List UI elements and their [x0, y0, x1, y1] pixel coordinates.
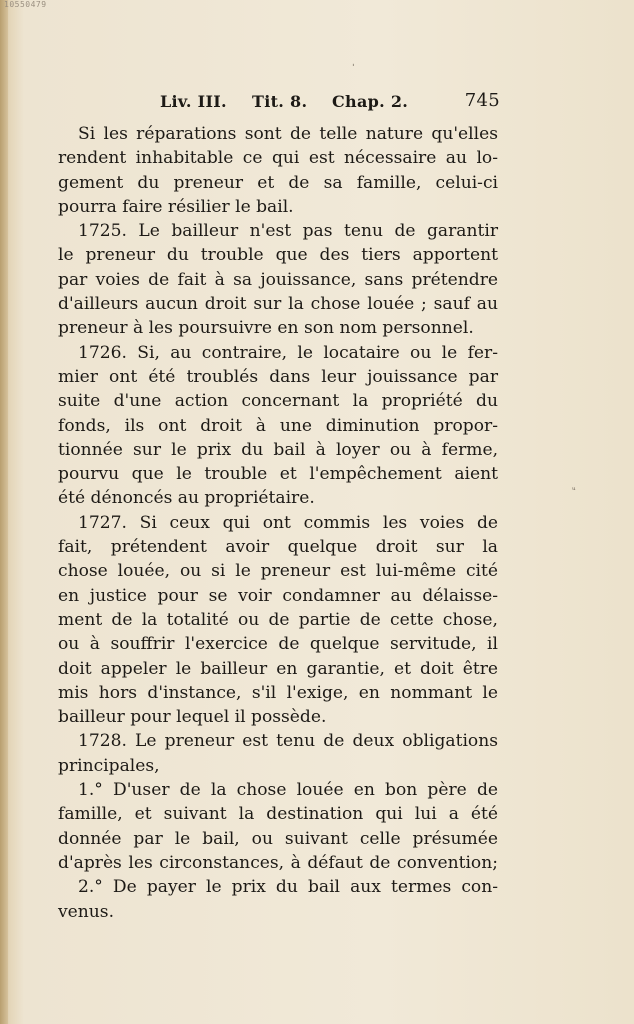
text-line: 1726. Si, au contraire, le locataire ou le fer- — [78, 342, 498, 363]
text-line: fonds, ils ont droit à une diminution propor- — [58, 415, 498, 436]
text-line: donnée par le bail, ou suivant celle présumée — [58, 828, 498, 849]
text-line: 2.° De payer le prix du bail aux termes con- — [78, 877, 498, 898]
speck-mark: ˈ — [352, 64, 355, 74]
speck-mark: ᵘ — [572, 486, 576, 496]
text-line: principales, — [58, 755, 160, 776]
text-line: mis hors d'instance, s'il l'exige, en nommant le — [58, 682, 498, 703]
text-line: ment de la totalité ou de partie de cette chose, — [58, 609, 498, 630]
text-line: bailleur pour lequel il possède. — [58, 707, 327, 728]
text-line: par voies de fait à sa jouissance, sans prétendre — [58, 269, 498, 290]
text-line: ou à souffrir l'exercice de quelque servitude, il — [58, 634, 498, 655]
text-line: preneur à les poursuivre en son nom personnel. — [58, 318, 474, 339]
text-line: tionnée sur le prix du bail à loyer ou à ferme, — [58, 439, 498, 460]
text-line: doit appeler le bailleur en garantie, et doit être — [58, 658, 498, 679]
page-number: 745 — [464, 90, 500, 111]
text-line: famille, et suivant la destination qui lui a été — [58, 804, 498, 825]
running-header — [160, 92, 500, 116]
text-line: d'après les circonstances, à défaut de convention; — [58, 852, 498, 873]
text-line: Si les réparations sont de telle nature qu'elles — [78, 124, 498, 144]
header-livre: Liv. III. — [160, 92, 227, 111]
text-line: été dénoncés au propriétaire. — [58, 488, 315, 509]
header-titre: Tit. 8. — [252, 92, 308, 111]
text-line: gement du preneur et de sa famille, celui-ci — [58, 172, 498, 193]
text-line: 1727. Si ceux qui ont commis les voies de — [78, 512, 498, 533]
body-text — [58, 122, 498, 924]
text-line: 1728. Le preneur est tenu de deux obligations — [78, 731, 498, 752]
text-line: mier ont été troublés dans leur jouissance par — [58, 366, 498, 387]
text-line: rendent inhabitable ce qui est nécessaire au lo- — [58, 148, 498, 169]
text-line: d'ailleurs aucun droit sur la chose louée ; sauf au — [58, 294, 498, 315]
text-line: pourra faire résilier le bail. — [58, 196, 294, 217]
text-line: 1.° D'user de la chose louée en bon père de — [78, 780, 498, 801]
text-line: chose louée, ou si le preneur est lui-même cité — [58, 561, 498, 582]
library-stamp: 10550479 — [4, 0, 47, 9]
text-line: pourvu que le trouble et l'empêchement aient — [58, 464, 498, 485]
page-gutter — [0, 0, 8, 1024]
text-line: suite d'une action concernant la propriété du — [58, 391, 498, 412]
text-line: fait, prétendent avoir quelque droit sur la — [58, 537, 498, 558]
text-line: venus. — [58, 901, 114, 922]
text-line: le preneur du trouble que des tiers apportent — [58, 245, 498, 266]
text-line: en justice pour se voir condamner au délaisse- — [58, 585, 498, 606]
text-line: 1725. Le bailleur n'est pas tenu de garantir — [78, 221, 498, 242]
header-chapitre: Chap. 2. — [332, 92, 409, 111]
